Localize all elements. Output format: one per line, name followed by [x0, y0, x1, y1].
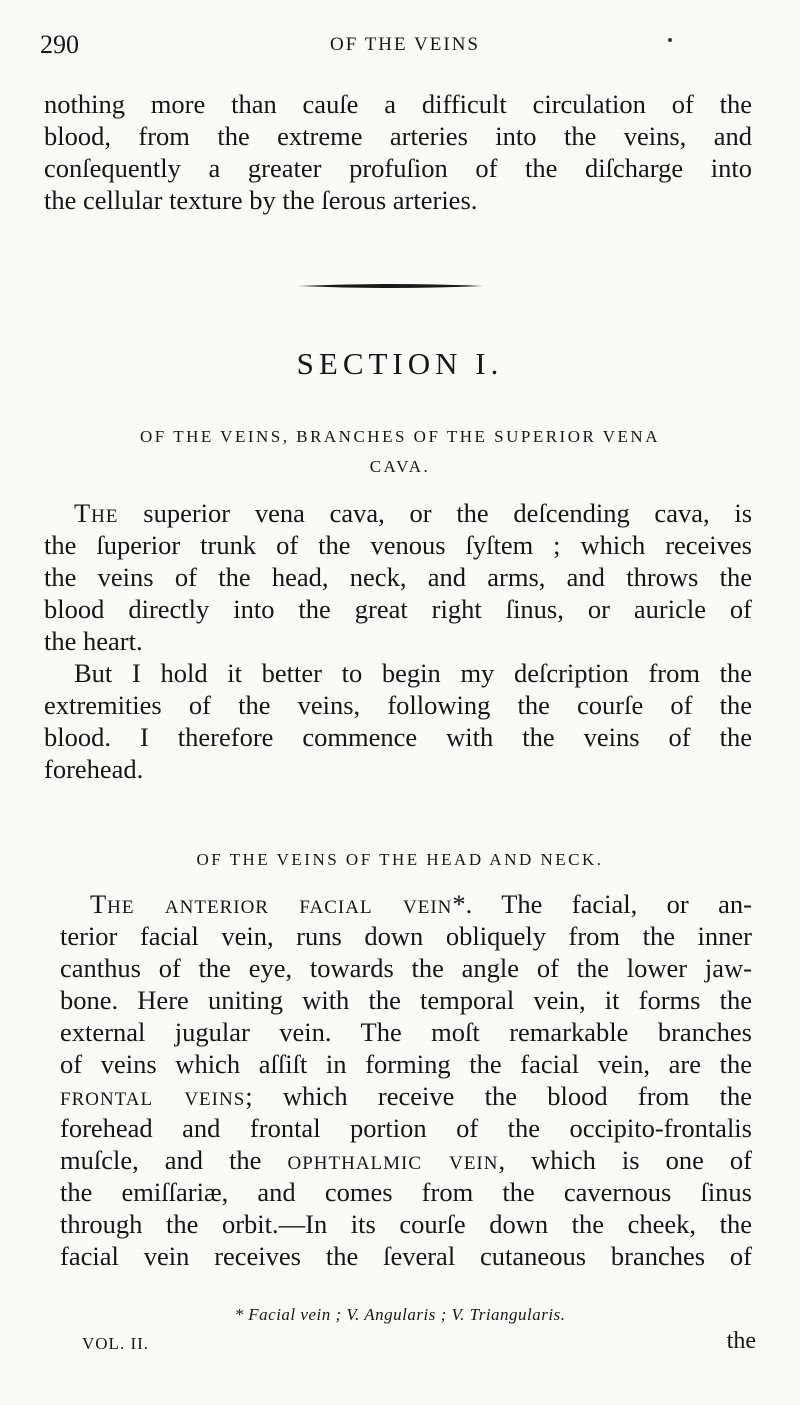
paragraph-superior-vena-cava	[44, 497, 752, 657]
subheading-head-and-neck: OF THE VEINS OF THE HEAD AND NECK.	[196, 850, 604, 869]
text-line	[60, 1144, 752, 1176]
subheading-line: CAVA.	[369, 457, 431, 476]
text-line: external jugular vein. The moſt remarkable branches	[60, 1017, 752, 1047]
text-line	[60, 888, 752, 920]
text-line: forehead and frontal portion of the occipito-frontalis	[60, 1113, 752, 1143]
text-line: facial vein receives the ſeveral cutaneous branches of	[60, 1241, 752, 1271]
subheading-superior-vena-cava	[60, 422, 740, 482]
text-line	[44, 497, 752, 529]
line-text: superior vena cava, or the deſcending cava, is	[143, 498, 753, 528]
text-line: blood directly into the great right ſinus, or auricle of	[44, 594, 752, 624]
term-ophthalmic-vein: ophthalmic vein	[287, 1145, 499, 1175]
text-line: conſequently a greater profuſion of the diſcharge into	[44, 153, 752, 183]
text-line: of veins which aſſiſt in forming the facial vein, are the	[60, 1049, 752, 1079]
text-line: canthus of the eye, towards the angle of the lower jaw-	[60, 953, 752, 983]
text-line: bone. Here uniting with the temporal vein, it forms the	[60, 985, 752, 1015]
running-head: OF THE VEINS	[330, 34, 480, 55]
term-frontal-veins: frontal veins	[60, 1081, 246, 1111]
subheading-line: OF THE VEINS, BRANCHES OF THE SUPERIOR VENA	[140, 427, 660, 446]
text-line: the ſuperior trunk of the venous ſyſtem ; which receives	[44, 530, 752, 560]
page-number: 290	[40, 30, 79, 59]
footnote: * Facial vein ; V. Angularis ; V. Triangularis.	[234, 1305, 566, 1324]
line-text: ; which receive the blood from the	[245, 1081, 753, 1111]
ornamental-rule	[298, 283, 483, 289]
line-text: muſcle, and the	[60, 1145, 262, 1175]
text-line: extremities of the veins, following the courſe of the	[44, 690, 752, 720]
paragraph-description-order	[44, 657, 752, 785]
text-line: the emiſſariæ, and comes from the cavernous ſinus	[60, 1177, 752, 1207]
text-line: forehead.	[44, 754, 144, 784]
text-line: blood. I therefore commence with the veins of the	[44, 722, 752, 752]
lead-word: The	[74, 498, 119, 528]
text-line: blood, from the extreme arteries into the veins, and	[44, 121, 752, 151]
signature-mark: VOL. II.	[82, 1334, 150, 1353]
text-line: terior facial vein, runs down obliquely from the inner	[60, 921, 752, 951]
text-line: the heart.	[44, 626, 143, 656]
paragraph-anterior-facial-vein	[60, 888, 752, 1272]
text-line: the cellular texture by the ſerous arteries.	[44, 185, 478, 215]
ink-speck	[668, 38, 672, 42]
text-line	[60, 1080, 752, 1112]
text-line: nothing more than cauſe a difficult circulation of the	[44, 89, 752, 119]
line-text: , which is one of	[498, 1145, 753, 1175]
line-text: *. The facial, or an-	[452, 889, 753, 919]
term-anterior-facial-vein: The anterior facial vein	[90, 889, 453, 919]
intro-paragraph	[44, 88, 752, 216]
catchword: the	[726, 1328, 756, 1354]
page-header	[40, 30, 760, 60]
text-line: the veins of the head, neck, and arms, and throws the	[44, 562, 752, 592]
text-line: through the orbit.—In its courſe down the cheek, the	[60, 1209, 752, 1239]
text-line: But I hold it better to begin my deſcription from the	[74, 658, 752, 688]
section-title: SECTION I.	[296, 346, 504, 381]
